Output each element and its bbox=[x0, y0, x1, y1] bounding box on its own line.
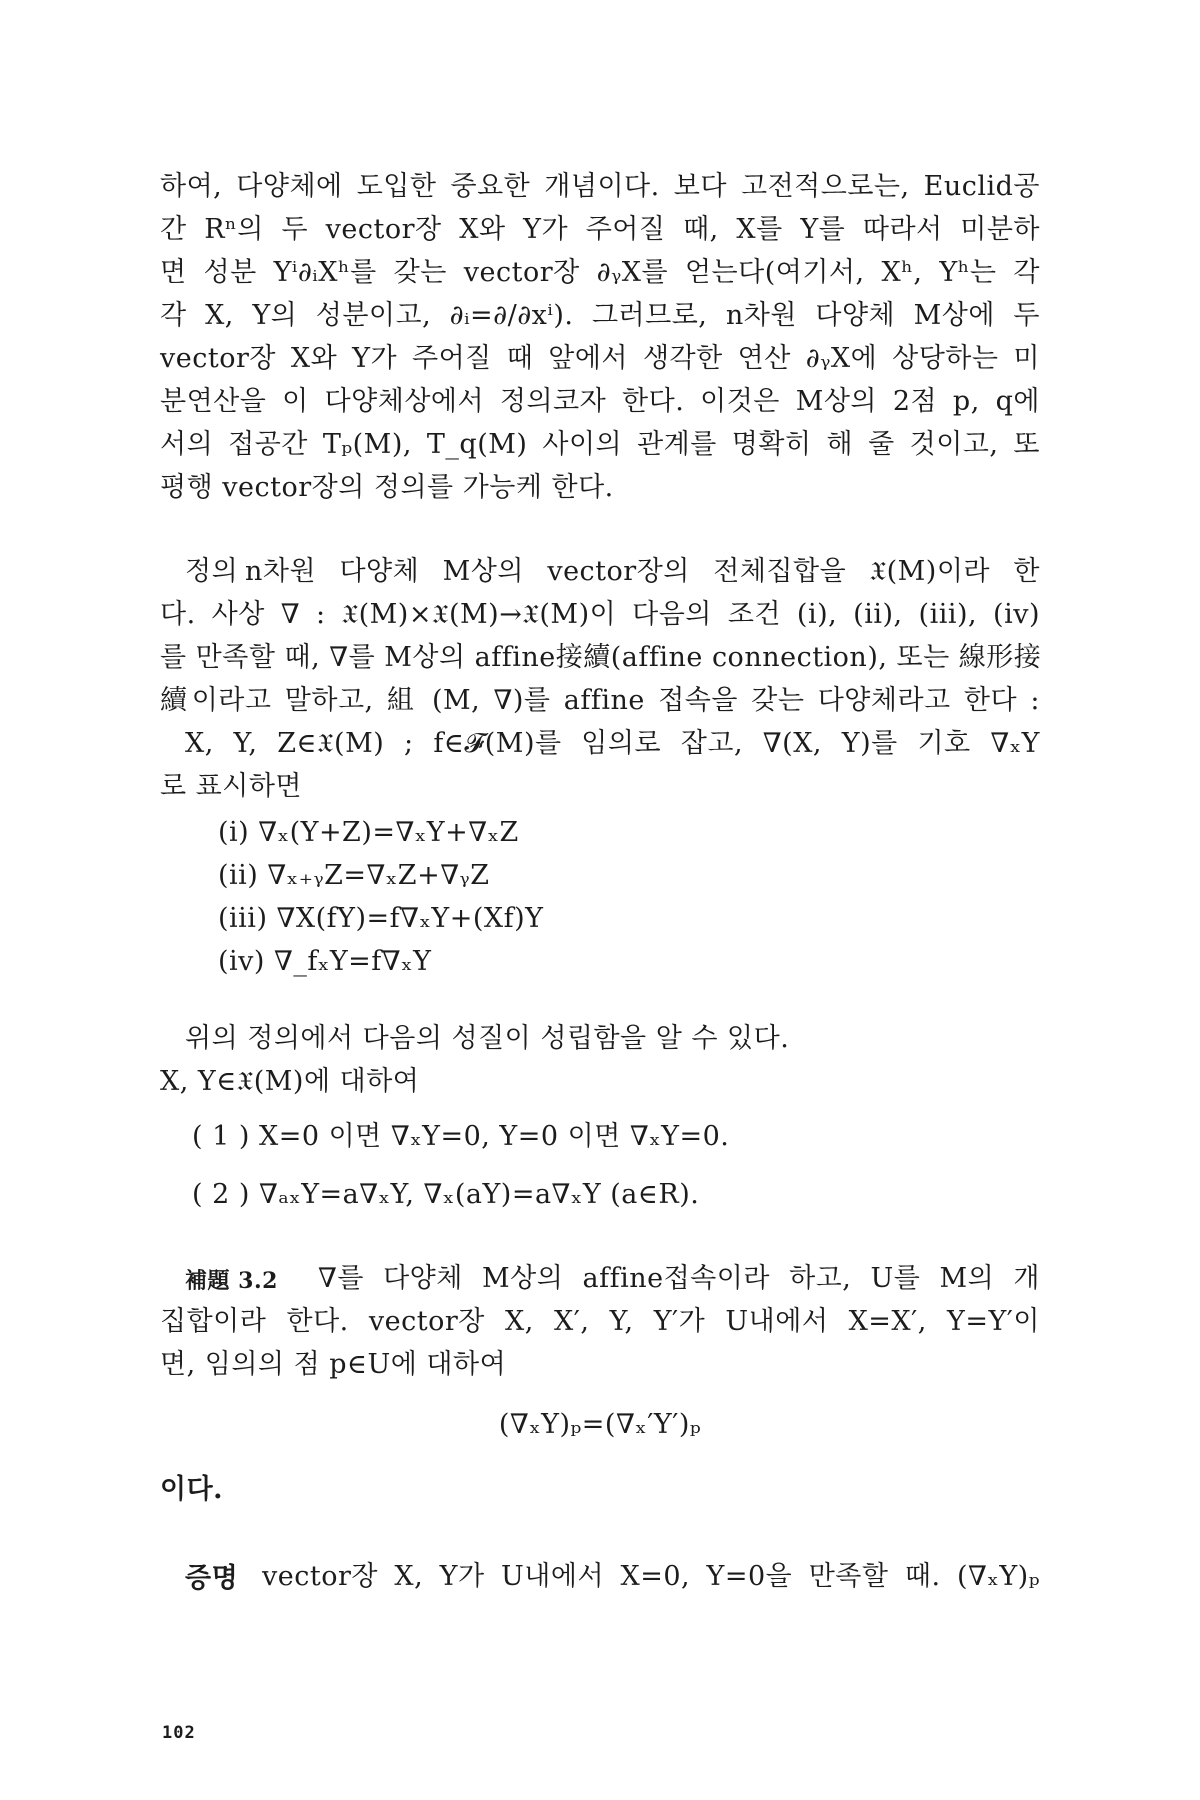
paragraph-line: 각 X, Y의 성분이고, ∂ᵢ=∂/∂xⁱ). 그러므로, n차원 다양체 M상에 두 bbox=[160, 300, 1040, 331]
paragraph-line: 면 성분 Yⁱ∂ᵢXʰ를 갖는 vector장 ∂ᵧX를 얻는다(여기서, Xʰ, Yʰ는 각 bbox=[160, 257, 1040, 288]
properties-intro: 위의 정의에서 다음의 성질이 성립함을 알 수 있다. bbox=[185, 1023, 790, 1054]
proof-label: 증명 bbox=[185, 1563, 239, 1594]
definition-sub-line: 로 표시하면 bbox=[160, 771, 302, 802]
lemma-conclusion: 이다. bbox=[160, 1474, 224, 1505]
paragraph-line: 하여, 다양체에 도입한 중요한 개념이다. 보다 고전적으로는, Euclid공 bbox=[160, 171, 1040, 202]
lemma-equation: (∇ₓY)ₚ=(∇ₓ′Y′)ₚ bbox=[498, 1409, 702, 1440]
property-1: ( 1 ) X=0 이면 ∇ₓY=0, Y=0 이면 ∇ₓY=0. bbox=[192, 1121, 730, 1152]
paragraph-line: 간 Rⁿ의 두 vector장 X와 Y가 주어질 때, X를 Y를 따라서 미분하 bbox=[160, 214, 1040, 245]
lemma-line: 면, 임의의 점 p∈U에 대하여 bbox=[160, 1349, 507, 1380]
lemma-line: 집합이라 한다. vector장 X, X′, Y, Y′가 U내에서 X=X′, Y=Y′이 bbox=[160, 1306, 1040, 1337]
condition-iii: (iii) ∇X(fY)=f∇ₓY+(Xf)Y bbox=[218, 903, 544, 934]
paragraph-line: 분연산을 이 다양체상에서 정의코자 한다. 이것은 M상의 2점 p, q에 bbox=[160, 386, 1040, 417]
condition-i: (i) ∇ₓ(Y+Z)=∇ₓY+∇ₓZ bbox=[218, 817, 519, 848]
properties-for-all: X, Y∈𝔛(M)에 대하여 bbox=[160, 1066, 420, 1097]
condition-iv: (iv) ∇_fₓY=f∇ₓY bbox=[218, 946, 432, 977]
definition-line: n차원 다양체 M상의 vector장의 전체집합을 𝔛(M)이라 한 bbox=[245, 556, 1040, 587]
paragraph-line: 평행 vector장의 정의를 가능케 한다. bbox=[160, 472, 614, 503]
definition-sub-line: X, Y, Z∈𝔛(M) ; f∈𝓕(M)를 임의로 잡고, ∇(X, Y)를 기호 ∇ₓY bbox=[185, 728, 1040, 759]
definition-line: 續이라고 말하고, 組 (M, ∇)를 affine 접속을 갖는 다양체라고 한다 : bbox=[160, 685, 1040, 716]
lemma-line: ∇를 다양체 M상의 affine접속이라 하고, U를 M의 개 bbox=[318, 1263, 1040, 1294]
property-2: ( 2 ) ∇ₐₓY=a∇ₓY, ∇ₓ(aY)=a∇ₓY (a∈R). bbox=[192, 1179, 700, 1210]
condition-ii: (ii) ∇ₓ₊ᵧZ=∇ₓZ+∇ᵧZ bbox=[218, 860, 490, 891]
paragraph-line: vector장 X와 Y가 주어질 때 앞에서 생각한 연산 ∂ᵧX에 상당하는 미 bbox=[160, 343, 1040, 374]
definition-label: 정의 bbox=[185, 556, 239, 587]
paragraph-line: 서의 접공간 Tₚ(M), T_q(M) 사이의 관계를 명확히 해 줄 것이고, 또 bbox=[160, 429, 1040, 460]
definition-line: 다. 사상 ∇ : 𝔛(M)×𝔛(M)→𝔛(M)이 다음의 조건 (i), (ii), (iii), (iv) bbox=[160, 599, 1040, 630]
definition-line: 를 만족할 때, ∇를 M상의 affine接續(affine connection), 또는 線形接 bbox=[160, 642, 1042, 673]
proof-line: vector장 X, Y가 U내에서 X=0, Y=0을 만족할 때. (∇ₓY)ₚ bbox=[262, 1561, 1040, 1592]
lemma-label: 補題 3.2 bbox=[185, 1268, 278, 1294]
page-number: 102 bbox=[162, 1723, 196, 1743]
